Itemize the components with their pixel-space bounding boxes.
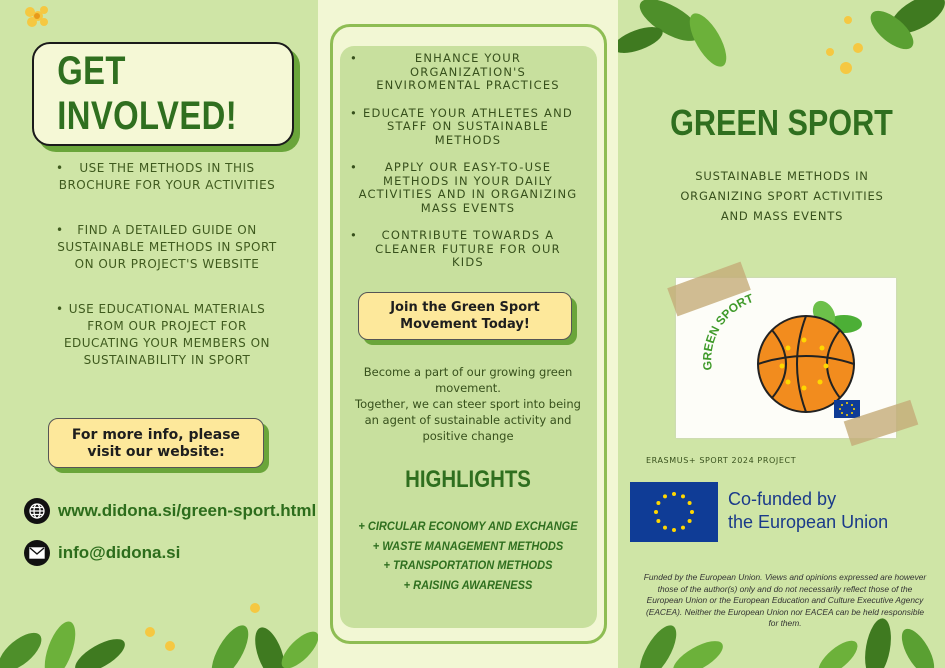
involvement-list (52, 160, 282, 397)
green-sport-title: GREEN SPORT (670, 102, 893, 143)
leaves-decoration-icon (0, 572, 318, 668)
envelope-icon (24, 540, 50, 566)
list-item: • CONTRIBUTE TOWARDS A CLEANER FUTURE FOR OUR KIDS (348, 229, 588, 270)
list-item: • EDUCATE YOUR ATHLETES AND STAFF ON SUSTAINABLE METHODS (348, 107, 588, 148)
green-sport-subtitle: SUSTAINABLE METHODS IN ORGANIZING SPORT ACTIVITIES AND MASS EVENTS (680, 169, 884, 223)
right-panel (618, 0, 945, 668)
email-contact[interactable] (24, 540, 180, 566)
list-item: • FIND A DETAILED GUIDE ON SUSTAINABLE METHODS IN SPORT ON OUR PROJECT'S WEBSITE (52, 222, 282, 273)
list-item: + RAISING AWARENESS (403, 577, 533, 592)
join-label-line1: Join the Green Sport (390, 300, 540, 315)
eu-flag-icon (630, 482, 718, 542)
highlights-title: HIGHLIGHTS (405, 466, 531, 493)
highlights-list (348, 517, 588, 595)
eu-line2: the European Union (728, 512, 889, 532)
more-info-button[interactable] (48, 418, 264, 468)
list-item: + TRANSPORTATION METHODS (383, 558, 553, 572)
funding-disclaimer: Funded by the European Union. Views and opinions expressed are however those of the author(s) only and do not necessarily reflect those of the European Union or the European Education and Culture Executive Agency (EACEA). Neither the European Union nor EACEA can be held responsible for them. (643, 572, 927, 628)
list-item: • USE THE METHODS IN THIS BROCHURE FOR YOUR ACTIVITIES (52, 160, 282, 194)
project-label: ERASMUS+ SPORT 2024 PROJECT (646, 456, 797, 465)
list-item: • APPLY OUR EASY-TO-USE METHODS IN YOUR DAILY ACTIVITIES AND IN ORGANIZING MASS EVENTS (348, 161, 588, 215)
join-movement-button[interactable] (358, 292, 572, 340)
website-link[interactable]: www.didona.si/green-sport.html (58, 501, 317, 520)
leaves-top-decoration-icon (618, 0, 945, 96)
list-item: + WASTE MANAGEMENT METHODS (372, 538, 564, 553)
list-item: • ENHANCE YOUR ORGANIZATION'S ENVIROMENTAL PRACTICES (348, 52, 588, 93)
eu-cofunded-text (728, 488, 888, 534)
benefits-list (348, 52, 588, 284)
globe-icon (24, 498, 50, 524)
eu-line1: Co-funded by (728, 489, 837, 509)
movement-description (348, 364, 588, 444)
middle-panel (318, 0, 618, 668)
left-panel (0, 0, 318, 668)
list-item: + CIRCULAR ECONOMY AND EXCHANGE (358, 519, 578, 533)
logo-text: GREEN SPORT (700, 291, 756, 371)
get-involved-title: GET INVOLVED! (57, 49, 238, 138)
description-line2: Together, we can steer sport into being an agent of sustainable activity and positive change (355, 397, 581, 443)
flower-decoration-icon (6, 2, 86, 32)
more-info-label-line2: visit our website: (87, 444, 225, 460)
description-line1: Become a part of our growing green movement. (363, 365, 573, 395)
more-info-label-line1: For more info, please (71, 427, 241, 443)
list-item: • USE EDUCATIONAL MATERIALS FROM OUR PROJECT FOR EDUCATING YOUR MEMBERS ON SUSTAINABILITY IN SPORT (52, 301, 282, 369)
email-link[interactable]: info@didona.si (58, 543, 181, 562)
join-label-line2: Movement Today! (400, 317, 530, 332)
website-contact[interactable] (24, 498, 316, 524)
get-involved-box (32, 42, 294, 146)
